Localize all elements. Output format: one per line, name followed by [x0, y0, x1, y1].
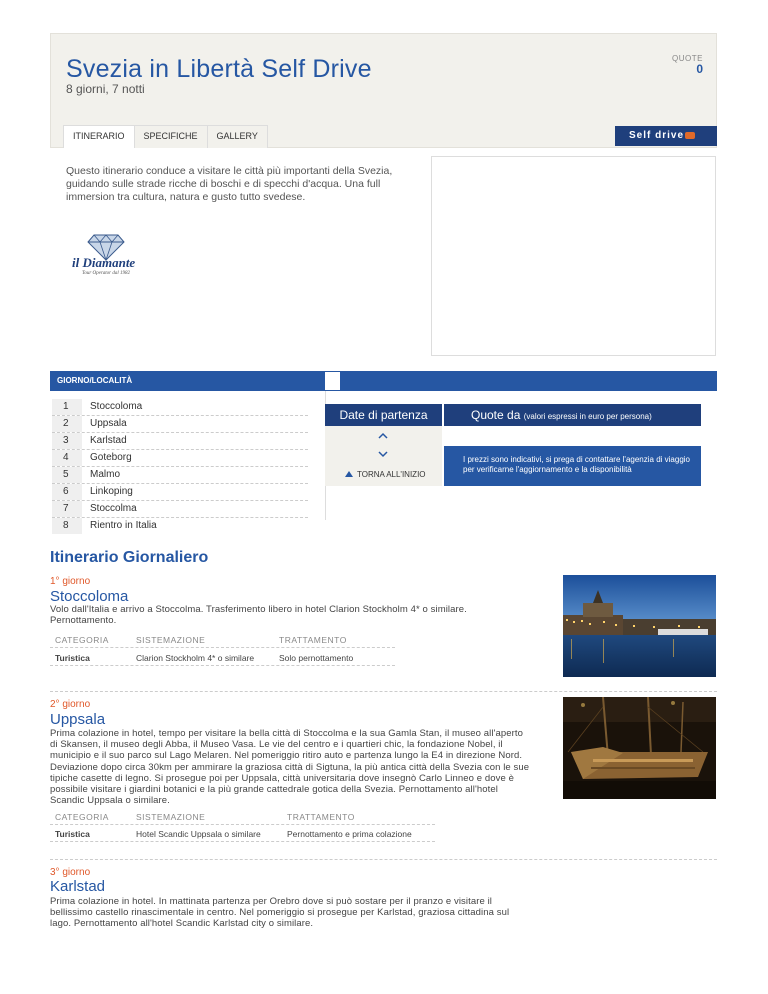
day-row[interactable] — [52, 416, 308, 433]
duration-subtitle: 8 giorni, 7 notti — [66, 82, 145, 96]
itinerary-heading: Itinerario Giornaliero — [50, 549, 209, 566]
chevron-up-icon[interactable] — [377, 430, 389, 442]
day-row[interactable] — [52, 399, 308, 416]
day-number: 8 — [52, 518, 82, 534]
day-number: 7 — [52, 501, 82, 517]
category-value: Turistica — [55, 653, 90, 663]
day-row[interactable] — [52, 467, 308, 484]
divider — [50, 824, 435, 825]
tab-bar — [63, 125, 267, 148]
day-number: 3 — [52, 433, 82, 449]
day-number: 5 — [52, 467, 82, 483]
day-description: Prima colazione in hotel. In mattinata partenza per Orebro dove si può sostare per il pranzo e visitare il bellissimo castello rinascimentale in centro. Nel pomeriggio si prosegue per Karlstad, graziosa cittadina sul lago. Pernottamento all'hotel Scandic Karlstad city o similare. — [50, 896, 510, 930]
car-icon — [685, 132, 695, 139]
category-value: Turistica — [55, 829, 90, 839]
treatment-header: TRATTAMENTO — [279, 635, 347, 645]
day-label: 2° giorno — [50, 699, 91, 710]
day-number: 2 — [52, 416, 82, 432]
day-number: 6 — [52, 484, 82, 500]
day-row[interactable] — [52, 450, 308, 467]
day-row[interactable] — [52, 518, 308, 535]
quote-value: 0 — [696, 62, 703, 76]
logo-wordmark: il Diamante — [72, 255, 136, 270]
quote-header — [444, 404, 701, 426]
quote-header-label: Quote da — [471, 408, 521, 422]
category-header: CATEGORIA — [55, 635, 109, 645]
day-title: Uppsala — [50, 711, 106, 728]
day-place: Uppsala — [90, 418, 127, 429]
day-place: Karlstad — [90, 435, 127, 446]
day-label: 1° giorno — [50, 576, 91, 587]
tab-itinerario[interactable]: ITINERARIO — [63, 125, 135, 148]
day-row[interactable] — [52, 433, 308, 450]
triangle-up-icon — [345, 471, 353, 477]
vasa-ship-photo — [563, 697, 716, 799]
divider — [50, 665, 395, 666]
back-to-top-link[interactable] — [345, 470, 426, 479]
map-frame[interactable] — [431, 156, 716, 356]
day-description: Volo dall'Italia e arrivo a Stoccolma. Trasferimento libero in hotel Clarion Stockholm 4* o similare. Pernottamento. — [50, 604, 467, 627]
accommodation-header: SISTEMAZIONE — [136, 635, 206, 645]
stockholm-photo — [563, 575, 716, 677]
price-disclaimer: I prezzi sono indicativi, si prega di contattare l'agenzia di viaggio per verificarne l'aggiornamento e la disponibilità — [444, 446, 701, 486]
self-drive-label: Self drive — [629, 130, 685, 141]
page-title: Svezia in Libertà Self Drive — [66, 55, 372, 83]
day-place: Malmo — [90, 469, 121, 480]
accommodation-header: SISTEMAZIONE — [136, 812, 206, 822]
days-table-heading: GIORNO/LOCALITÀ — [57, 376, 133, 385]
day-place: Stoccolma — [90, 503, 137, 514]
departure-dates-header: Date di partenza — [325, 404, 442, 426]
day-description: Prima colazione in hotel, tempo per visitare la bella città di Stoccolma e la sua Gamla Stan, il museo all'aperto di Skansen, il museo degli Abba, il Museo Vasa. Le vie del centro e i quartieri chic, la fondazione Nobel, il municipio e il suo parco sul Lago Melaren. Nel pomeriggio ritiro auto e partenza lungo la E4 in direzione Nord. Deviazione dopo circa 30km per ammirare la graziosa città di Sigtuna, la più antica città della Svezia con le sue tipiche casette di legno. Si prosegue poi per Uppsala, città universitaria dove insegnò Carlo Linneo e dove è possibile visitare i giardini botanici e la più grande cattedrale gotica della Svezia. Pernottamento all'hotel Scandic Uppsala o similare. — [50, 728, 530, 807]
self-drive-badge — [615, 126, 717, 146]
day-label: 3° giorno — [50, 867, 91, 878]
day-row[interactable] — [52, 501, 308, 518]
back-to-top-label: TORNA ALL'INIZIO — [357, 470, 426, 479]
day-title: Karlstad — [50, 878, 106, 895]
accommodation-value: Hotel Scandic Uppsala o similare — [136, 829, 261, 839]
days-table-header — [50, 371, 325, 391]
header-divider — [325, 371, 340, 391]
day-separator — [50, 691, 717, 692]
day-place: Stoccoloma — [90, 401, 143, 412]
diamond-icon — [70, 232, 146, 276]
quote-header-note: (valori espressi in euro per persona) — [523, 412, 652, 421]
departures-header-bar — [340, 371, 717, 391]
day-number: 1 — [52, 399, 82, 415]
day-number: 4 — [52, 450, 82, 466]
day-row[interactable] — [52, 484, 308, 501]
day-place: Goteborg — [90, 452, 132, 463]
category-header: CATEGORIA — [55, 812, 109, 822]
tab-gallery[interactable]: GALLERY — [207, 125, 268, 148]
divider — [50, 841, 435, 842]
day-place: Rientro in Italia — [90, 520, 157, 531]
day-separator — [50, 859, 717, 860]
diamante-logo — [70, 232, 146, 276]
accommodation-value: Clarion Stockholm 4* o similare — [136, 653, 255, 663]
divider — [50, 647, 395, 648]
quote-label: QUOTE — [672, 54, 703, 63]
treatment-header: TRATTAMENTO — [287, 812, 355, 822]
logo-tagline: Tour Operator dal 1982 — [82, 271, 131, 276]
intro-text: Questo itinerario conduce a visitare le città più importanti della Svezia, guidando sulle strade ricche di boschi e di specchi d'acqua. Una full immersion tra cultura, natura e gusto tutto svedese. — [66, 165, 393, 203]
day-place: Linkoping — [90, 486, 133, 497]
tab-specifiche[interactable]: SPECIFICHE — [134, 125, 208, 148]
day-title: Stoccoloma — [50, 588, 129, 605]
chevron-down-icon[interactable] — [377, 448, 389, 460]
treatment-value: Solo pernottamento — [279, 653, 354, 663]
treatment-value: Pernottamento e prima colazione — [287, 829, 412, 839]
